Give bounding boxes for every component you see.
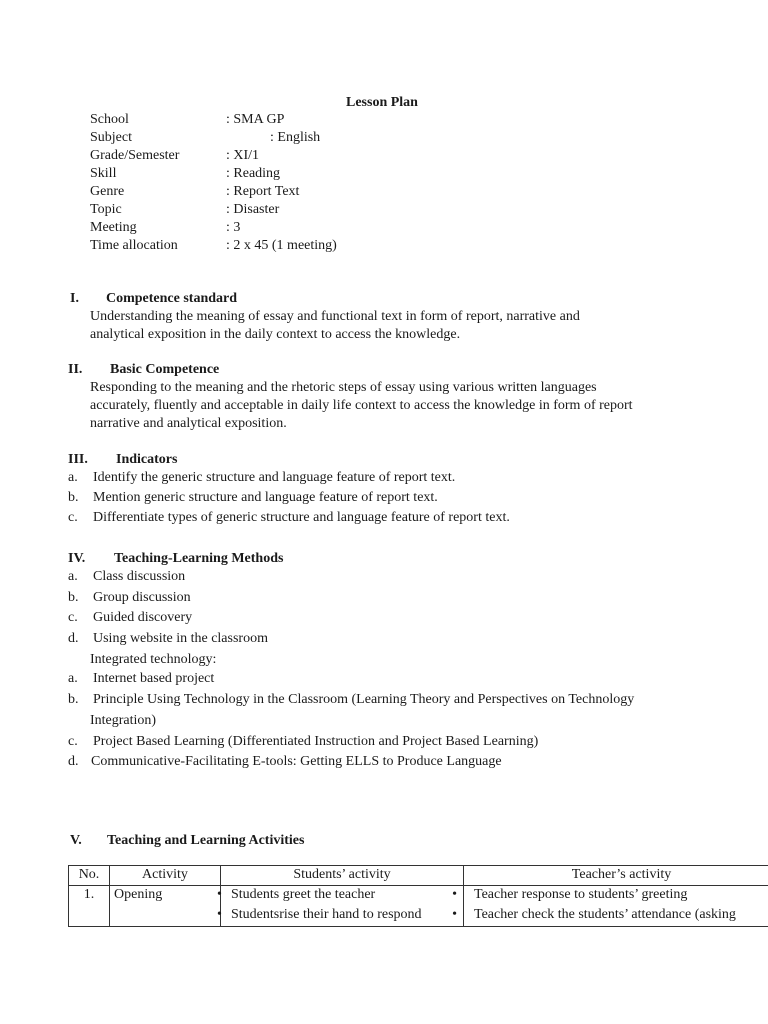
- info-label: Genre: [90, 184, 125, 199]
- row-activity: Opening: [110, 886, 221, 927]
- row-teacher-activity: [464, 886, 768, 927]
- section-title: Teaching and Learning Activities: [107, 833, 305, 848]
- table-header-row: [69, 866, 768, 886]
- section-title: Competence standard: [106, 291, 238, 306]
- list-marker: a.: [68, 470, 78, 485]
- section-title: Basic Competence: [110, 362, 220, 377]
- list-item: Mention generic structure and language feature of report text.: [93, 490, 438, 505]
- header-teacher-activity: Teacher’s activity: [464, 866, 768, 886]
- info-label: Subject: [90, 130, 132, 145]
- bullet-icon: •: [452, 887, 457, 902]
- list-item: Guided discovery: [93, 610, 193, 625]
- list-marker: c.: [68, 610, 78, 625]
- list-marker: b.: [68, 692, 79, 707]
- list-item: Differentiate types of generic structure and language feature of report text.: [93, 510, 510, 525]
- header-activity: Activity: [110, 866, 221, 886]
- list-marker: a.: [68, 671, 78, 686]
- list-item: Internet based project: [93, 671, 215, 686]
- subheading: Integrated technology:: [90, 652, 217, 667]
- info-value: : Report Text: [226, 184, 300, 199]
- info-label: Grade/Semester: [90, 148, 180, 163]
- list-item: [468, 886, 768, 906]
- students-activity-text: Studentsrise their hand to respond: [231, 907, 422, 922]
- info-value: : 2 x 45 (1 meeting): [226, 238, 337, 253]
- paragraph-line: narrative and analytical exposition.: [90, 416, 287, 431]
- info-value: : Disaster: [226, 202, 280, 217]
- list-marker: d.: [68, 631, 79, 646]
- list-marker: b.: [68, 590, 79, 605]
- info-label: School: [90, 112, 129, 127]
- bullet-icon: •: [452, 907, 457, 922]
- info-label: Skill: [90, 166, 117, 181]
- list-marker: c.: [68, 734, 78, 749]
- paragraph-line: Responding to the meaning and the rhetoric steps of essay using various written languages: [90, 380, 597, 395]
- document-title: Lesson Plan: [346, 95, 418, 110]
- bullet-icon: •: [217, 887, 222, 902]
- bullet-icon: •: [217, 907, 222, 922]
- list-item: Principle Using Technology in the Classroom (Learning Theory and Perspectives on Technology: [93, 692, 635, 707]
- list-item: Communicative-Facilitating E-tools: Getting ELLS to Produce Language: [91, 754, 502, 769]
- paragraph-line: analytical exposition in the daily context to access the knowledge.: [90, 327, 461, 342]
- header-students-activity: Students’ activity: [221, 866, 464, 886]
- list-item: Identify the generic structure and language feature of report text.: [93, 470, 456, 485]
- paragraph-line: accurately, fluently and acceptable in daily life context to access the knowledge in form of report: [90, 398, 633, 413]
- list-item: Project Based Learning (Differentiated Instruction and Project Based Learning): [93, 734, 539, 749]
- students-activity-text: Students greet the teacher: [231, 887, 376, 902]
- header-no: No.: [69, 866, 110, 886]
- info-label: Time allocation: [90, 238, 178, 253]
- info-label: Meeting: [90, 220, 137, 235]
- info-value: : XI/1: [226, 148, 260, 163]
- section-number: III.: [68, 452, 88, 467]
- row-students-activity: [217, 886, 464, 927]
- list-marker: a.: [68, 569, 78, 584]
- section-number: II.: [68, 362, 83, 377]
- info-value: : Reading: [226, 166, 281, 181]
- info-label: Topic: [90, 202, 122, 217]
- info-value: : 3: [226, 220, 241, 235]
- paragraph-line: Understanding the meaning of essay and functional text in form of report, narrative and: [90, 309, 580, 324]
- list-item: [217, 906, 459, 926]
- row-no: 1.: [69, 886, 110, 927]
- section-number: IV.: [68, 551, 86, 566]
- list-item: [468, 906, 768, 926]
- list-item: [217, 886, 459, 906]
- table-row: [69, 886, 768, 927]
- list-item-continuation: Integration): [90, 713, 157, 728]
- list-item: Class discussion: [93, 569, 186, 584]
- info-value: : SMA GP: [226, 112, 285, 127]
- list-item: Group discussion: [93, 590, 191, 605]
- activities-table: [68, 865, 768, 927]
- teacher-activity-text: Teacher response to students’ greeting: [474, 887, 688, 902]
- list-marker: c.: [68, 510, 78, 525]
- list-item: Using website in the classroom: [93, 631, 268, 646]
- section-title: Indicators: [116, 452, 178, 467]
- list-marker: b.: [68, 490, 79, 505]
- section-title: Teaching-Learning Methods: [114, 551, 284, 566]
- section-number: I.: [70, 291, 79, 306]
- info-value: : English: [270, 130, 321, 145]
- teacher-activity-text: Teacher check the students’ attendance (asking: [474, 907, 736, 922]
- section-number: V.: [70, 833, 82, 848]
- list-marker: d.: [68, 754, 79, 769]
